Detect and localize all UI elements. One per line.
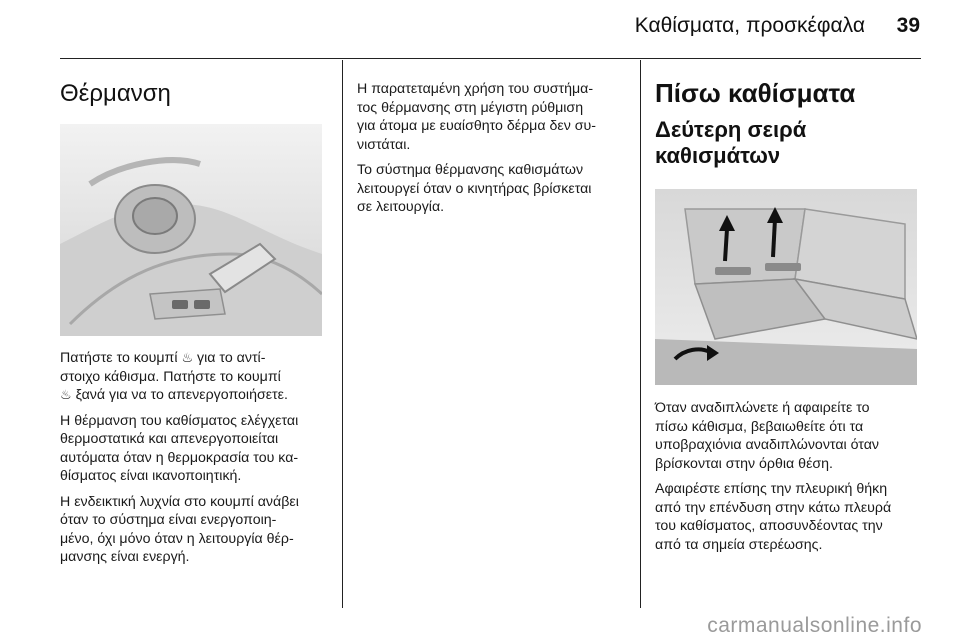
page-number: 39 [896, 14, 920, 37]
running-header: Καθίσματα, προσκέφαλα [634, 14, 865, 37]
column-heating-continued [357, 80, 632, 224]
paragraph-warning: Η παρατεταμένη χρήση του συστήμα- τος θέρμανσης στη μέγιστη ρύθμιση για άτομα με ευαίσθητο δέρμα δεν συ- νιστάται. [357, 81, 596, 153]
subsection-heading-second-row: Δεύτερη σειρά καθισμάτων [655, 117, 807, 168]
section-heading-rear-seats: Πίσω καθίσματα [655, 78, 856, 108]
seat-heating-switch-illustration [60, 124, 322, 336]
column-rear-seats [655, 78, 925, 561]
column-divider-2 [640, 60, 641, 608]
section-heading-heating: Θέρμανση [60, 80, 171, 107]
paragraph-heating-3: Η ενδεικτική λυχνία στο κουμπί ανάβει όταν το σύστημα είναι ενεργοποιη- μένο, όχι μόνο όταν η λειτουργία θέρ- μανσης είναι ενεργή. [60, 493, 299, 565]
seat-heat-icon: ♨ [181, 350, 194, 365]
header-divider [60, 58, 921, 59]
paragraph-heating-2: Η θέρμανση του καθίσματος ελέγχεται θερμοστατικά και απενεργοποιείται αυτόματα όταν η θερμοκρασία του κα- θίσματος είναι ικανοποιητική. [60, 412, 299, 484]
paragraph-rear-seats-2: Αφαιρέστε επίσης την πλευρική θήκη από την επένδυση στην κάτω πλευρά του καθίσματος, αποσυνδέοντας την από τα σημεία στερέωσης. [655, 481, 892, 553]
rear-seats-folding-illustration [655, 189, 917, 385]
column-divider-1 [342, 60, 343, 608]
seat-heating-figure [60, 124, 322, 336]
seat-heat-icon: ♨ [60, 387, 72, 402]
paragraph-rear-seats-1: Όταν αναδιπλώνετε ή αφαιρείτε το πίσω κάθισμα, βεβαιωθείτε ότι τα υποβραχιόνια αναδιπλώνονται όταν βρίσκονται στην όρθια θέση. [655, 400, 880, 472]
column-heating [60, 80, 330, 574]
paragraph-heating-1: Πατήστε το κουμπί ♨ για το αντί- στοιχο κάθισμα. Πατήστε το κουμπί ♨ ξανά για να το απενεργοποιήσετε. [60, 350, 288, 403]
paragraph-engine-note: Το σύστημα θέρμανσης καθισμάτων λειτουργεί όταν ο κινητήρας βρίσκεται σε λειτουργία. [357, 162, 592, 215]
rear-seats-figure [655, 189, 917, 385]
watermark: carmanualsonline.info [707, 614, 922, 637]
